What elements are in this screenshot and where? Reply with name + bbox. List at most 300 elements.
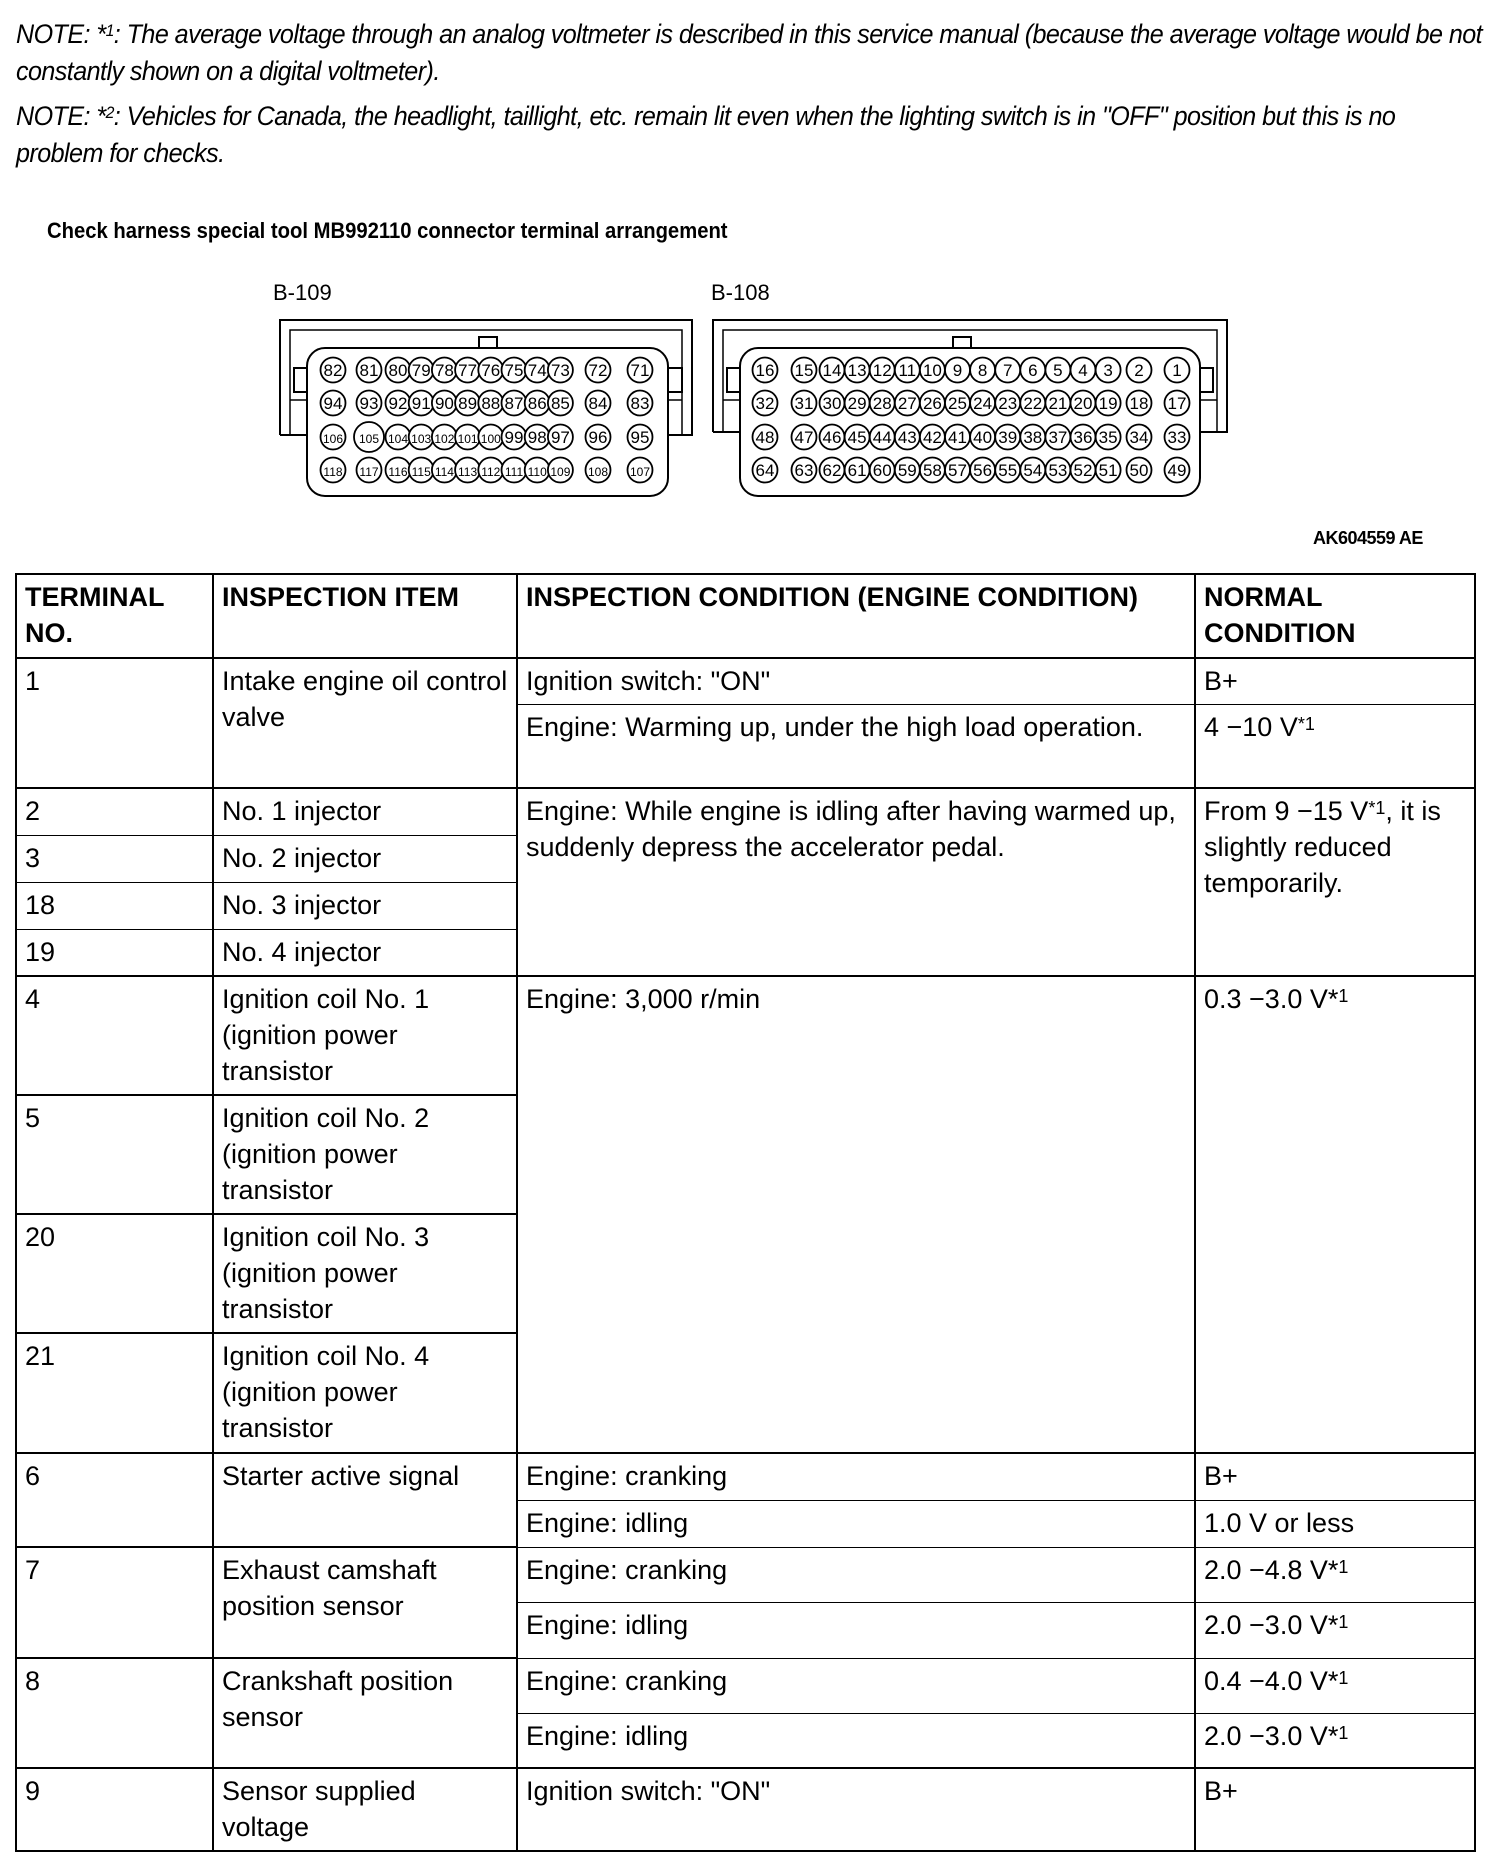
- connector-pin: [753, 458, 778, 483]
- pin-number: 99: [504, 428, 524, 447]
- note-text: : The average voltage through an analog voltmeter is described in this service manual (because the average voltage would be not constantly shown on a digital voltmeter).: [16, 19, 1483, 86]
- connector-pin: [502, 358, 527, 383]
- condition-cell: Engine: cranking: [517, 1453, 1195, 1500]
- connector-pin: [1096, 458, 1121, 483]
- pin-number: 102: [434, 432, 455, 446]
- pin-number: 96: [588, 428, 608, 447]
- normal-value: 4 −10 V: [1204, 711, 1298, 742]
- pin-number: 62: [822, 461, 842, 480]
- connector-pin: [478, 425, 503, 450]
- pin-number: 104: [387, 432, 409, 446]
- connector-pin: [820, 358, 845, 383]
- table-row: [16, 788, 1475, 835]
- pin-number: 98: [527, 428, 547, 447]
- item-cell: No. 2 injector: [213, 835, 517, 882]
- pin-number: 37: [1048, 428, 1068, 447]
- pin-number: 12: [872, 361, 892, 380]
- pin-number: 91: [411, 394, 431, 413]
- footnote-marker: *1: [1297, 713, 1315, 734]
- pin-number: 109: [550, 465, 571, 479]
- connector-pin: [386, 425, 411, 450]
- connector-pin: [455, 391, 480, 416]
- normal-cell: [1195, 976, 1475, 1453]
- pin-number: 49: [1167, 461, 1187, 480]
- pin-number: 84: [588, 394, 608, 413]
- pin-number: 78: [434, 361, 454, 380]
- normal-value: 0.4 −4.0 V*: [1204, 1665, 1339, 1696]
- connector-pin: [409, 425, 434, 450]
- connector-pin: [753, 358, 778, 383]
- pin-number: 86: [527, 394, 547, 413]
- pin-number: 23: [998, 394, 1018, 413]
- pin-number: 38: [1023, 428, 1043, 447]
- pin-number: 43: [897, 428, 917, 447]
- item-cell: Ignition coil No. 1 (ignition power transistor: [213, 976, 517, 1095]
- pin-number: 82: [323, 361, 343, 380]
- pin-number: 33: [1167, 428, 1187, 447]
- pin-number: 53: [1048, 461, 1068, 480]
- pin-number: 81: [359, 361, 379, 380]
- pin-number: 35: [1098, 428, 1118, 447]
- condition-cell: Ignition switch: "ON": [517, 658, 1195, 704]
- connector-pin: [586, 458, 611, 483]
- pin-number: 87: [504, 394, 524, 413]
- terminal-cell: 18: [16, 882, 213, 929]
- connector-pin: [628, 458, 653, 483]
- pin-number: 106: [322, 432, 344, 446]
- item-cell: Intake engine oil control valve: [213, 658, 517, 788]
- pin-number: 79: [411, 361, 431, 380]
- pin-number: 26: [922, 394, 942, 413]
- pin-number: 18: [1129, 394, 1149, 413]
- connector-pin: [995, 391, 1020, 416]
- connector-pin: [357, 358, 382, 383]
- footnote-marker: 1: [1338, 1611, 1349, 1632]
- connector-pin: [792, 458, 817, 483]
- table-header-row: [16, 574, 1475, 658]
- connector-pin: [970, 425, 995, 450]
- connector-pin: [321, 358, 346, 383]
- pin-number: 118: [323, 465, 343, 479]
- terminal-cell: 5: [16, 1095, 213, 1214]
- footnote-marker: *1: [1368, 798, 1386, 818]
- condition-cell: Engine: 3,000 r/min: [517, 976, 1195, 1453]
- normal-cell: [1195, 1658, 1475, 1713]
- pin-number: 39: [998, 428, 1018, 447]
- item-cell: Ignition coil No. 2 (ignition power transistor: [213, 1095, 517, 1214]
- connector-pin: [386, 391, 411, 416]
- connector-pin: [920, 391, 945, 416]
- connector-pin: [920, 458, 945, 483]
- pin-number: 72: [588, 361, 608, 380]
- connector-pin: [432, 391, 457, 416]
- note-1: [16, 16, 1485, 90]
- pin-number: 105: [358, 432, 380, 446]
- pin-number: 30: [822, 394, 842, 413]
- pin-number: 93: [359, 394, 379, 413]
- pin-number: 113: [458, 465, 478, 479]
- connector-label-b109: B-109: [273, 280, 332, 305]
- connector-pin: [548, 391, 573, 416]
- pin-number: 36: [1073, 428, 1093, 447]
- connector-pin: [525, 358, 550, 383]
- connector-pin: [945, 391, 970, 416]
- connector-pin: [845, 458, 870, 483]
- pin-number: 83: [630, 394, 650, 413]
- condition-cell: Engine: idling: [517, 1500, 1195, 1547]
- normal-value-suffix: , it is slightly reduced temporarily.: [1204, 796, 1441, 898]
- pin-number: 75: [504, 361, 524, 380]
- pin-number: 3: [1103, 361, 1113, 380]
- connector-pin: [870, 391, 895, 416]
- normal-cell: [1195, 788, 1475, 976]
- connector-pin: [820, 425, 845, 450]
- pin-number: 6: [1028, 361, 1038, 380]
- condition-cell: Ignition switch: "ON": [517, 1768, 1195, 1851]
- pin-number: 57: [948, 461, 967, 480]
- normal-value: 2.0 −4.8 V*: [1204, 1554, 1339, 1585]
- pin-number: 5: [1053, 361, 1063, 380]
- note-text: : Vehicles for Canada, the headlight, taillight, etc. remain lit even when the lighting switch is in "OFF" position but this is no problem for checks.: [16, 101, 1396, 168]
- connector-pin: [628, 358, 653, 383]
- connector-pin: [502, 458, 527, 483]
- item-cell: No. 4 injector: [213, 929, 517, 976]
- connector-label-b108: B-108: [711, 280, 770, 305]
- pin-number: 71: [630, 361, 650, 380]
- pin-number: 47: [794, 428, 814, 447]
- pin-number: 100: [480, 432, 501, 446]
- pin-number: 110: [527, 465, 547, 479]
- pin-number: 85: [550, 394, 570, 413]
- connector-pin: [895, 391, 920, 416]
- terminal-cell: 7: [16, 1547, 213, 1658]
- connector-pin: [1071, 391, 1096, 416]
- pin-number: 61: [847, 461, 867, 480]
- pin-number: 28: [872, 394, 892, 413]
- connector-pin: [548, 425, 573, 450]
- header-normal-condition: NORMAL CONDITION: [1195, 574, 1475, 658]
- pin-number: 76: [481, 361, 501, 380]
- connector-pin: [386, 458, 411, 483]
- connector-pin: [945, 458, 970, 483]
- connector-pin: [455, 425, 480, 450]
- connector-pin: [995, 358, 1020, 383]
- connector-pin: [409, 358, 434, 383]
- connector-pin: [1020, 391, 1045, 416]
- connector-pin: [1071, 358, 1096, 383]
- pin-number: 50: [1129, 461, 1149, 480]
- connector-pin: [432, 425, 457, 450]
- normal-value: 2.0 −3.0 V*: [1204, 1720, 1339, 1751]
- footnote-marker: 1: [1338, 1667, 1349, 1688]
- terminal-cell: 8: [16, 1658, 213, 1768]
- connector-pin: [845, 358, 870, 383]
- terminal-cell: 1: [16, 658, 213, 788]
- pin-number: 80: [388, 361, 408, 380]
- pin-number: 58: [922, 461, 942, 480]
- pin-number: 4: [1078, 361, 1088, 380]
- pin-number: 55: [998, 461, 1018, 480]
- item-cell: No. 3 injector: [213, 882, 517, 929]
- pin-number: 97: [550, 428, 570, 447]
- connector-pin: [502, 425, 527, 450]
- item-cell: Crankshaft position sensor: [213, 1658, 517, 1768]
- connector-pin: [1045, 458, 1070, 483]
- connector-pin: [478, 458, 503, 483]
- pin-number: 52: [1073, 461, 1093, 480]
- condition-cell: Engine: cranking: [517, 1658, 1195, 1713]
- connector-pin: [792, 425, 817, 450]
- connector-pin: [1045, 425, 1070, 450]
- terminal-inspection-table: [15, 573, 1476, 1852]
- pin-number: 20: [1073, 394, 1093, 413]
- figure-id: AK604559 AE: [1313, 528, 1423, 548]
- pin-number: 51: [1098, 461, 1118, 480]
- pin-number: 41: [948, 428, 967, 447]
- pin-number: 24: [973, 394, 993, 413]
- connector-pin: [1165, 425, 1190, 450]
- pin-number: 114: [434, 465, 454, 479]
- pin-number: 11: [898, 361, 917, 380]
- pin-number: 8: [977, 361, 988, 380]
- connector-pin: [628, 425, 653, 450]
- terminal-cell: 20: [16, 1214, 213, 1333]
- connector-pin: [548, 358, 573, 383]
- pin-number: 60: [872, 461, 892, 480]
- connector-pin: [995, 458, 1020, 483]
- connector-pin: [895, 425, 920, 450]
- normal-value: From 9 −15 V: [1204, 796, 1369, 826]
- terminal-cell: 6: [16, 1453, 213, 1547]
- pin-number: 112: [481, 465, 501, 479]
- pin-number: 27: [897, 394, 917, 413]
- pin-number: 117: [359, 465, 379, 479]
- notes-section: [16, 16, 1496, 180]
- pin-number: 89: [458, 394, 478, 413]
- normal-value: 0.3 −3.0 V*: [1204, 984, 1339, 1014]
- pin-number: 116: [388, 465, 408, 479]
- connector-pin: [970, 358, 995, 383]
- normal-cell: [1195, 1602, 1475, 1658]
- connector-pin: [357, 391, 382, 416]
- terminal-cell: 4: [16, 976, 213, 1095]
- pin-number: 44: [872, 428, 892, 447]
- pin-number: 7: [1002, 361, 1013, 380]
- connector-pin: [586, 425, 611, 450]
- connector-pin: [920, 358, 945, 383]
- connector-pin: [321, 425, 346, 450]
- table-row: [16, 976, 1475, 1095]
- connector-pin: [1127, 458, 1152, 483]
- pin-number: 14: [822, 361, 842, 380]
- pin-number: 54: [1023, 461, 1043, 480]
- connector-pin: [525, 425, 550, 450]
- pin-number: 10: [922, 361, 942, 380]
- pin-number: 25: [948, 394, 967, 413]
- connector-pin: [792, 391, 817, 416]
- table-row: [16, 1453, 1475, 1500]
- pin-number: 22: [1023, 394, 1043, 413]
- pin-number: 115: [411, 465, 431, 479]
- connector-pin: [895, 358, 920, 383]
- connector-pin: [1020, 358, 1045, 383]
- pin-number: 29: [847, 394, 867, 413]
- connector-pin: [1165, 358, 1190, 383]
- pin-number: 108: [587, 465, 609, 479]
- connector-pin: [1127, 391, 1152, 416]
- pin-number: 64: [755, 461, 775, 480]
- connector-pin: [1096, 391, 1121, 416]
- normal-cell: [1195, 1547, 1475, 1602]
- connector-pin: [1045, 391, 1070, 416]
- connector-pin: [820, 458, 845, 483]
- note-marker: 1: [105, 21, 114, 40]
- connector-pin: [455, 358, 480, 383]
- connector-pin: [1020, 425, 1045, 450]
- connector-pin: [870, 458, 895, 483]
- connector-pin: [970, 458, 995, 483]
- pin-number: 95: [630, 428, 650, 447]
- item-cell: Starter active signal: [213, 1453, 517, 1547]
- connector-pin: [1020, 458, 1045, 483]
- header-inspection-condition: INSPECTION CONDITION (ENGINE CONDITION): [517, 574, 1195, 658]
- connector-pin: [995, 425, 1020, 450]
- terminal-cell: 19: [16, 929, 213, 976]
- pin-number: 19: [1098, 394, 1118, 413]
- connector-pin: [920, 425, 945, 450]
- figure-caption: Check harness special tool MB992110 connector terminal arrangement: [47, 218, 728, 243]
- pin-number: 31: [794, 394, 814, 413]
- pin-number: 34: [1129, 428, 1149, 447]
- connector-pin: [455, 458, 480, 483]
- pin-number: 16: [755, 361, 775, 380]
- item-cell: Sensor supplied voltage: [213, 1768, 517, 1851]
- connector-pin: [321, 458, 346, 483]
- header-terminal-no: TERMINAL NO.: [16, 574, 213, 658]
- connector-pin: [820, 391, 845, 416]
- pin-number: 45: [847, 428, 867, 447]
- connector-pin: [432, 458, 457, 483]
- pin-number: 107: [629, 465, 651, 479]
- condition-cell: Engine: Warming up, under the high load operation.: [517, 704, 1195, 788]
- pin-number: 56: [973, 461, 993, 480]
- note-2: [16, 98, 1485, 172]
- normal-cell: [1195, 1713, 1475, 1768]
- normal-value: 2.0 −3.0 V*: [1204, 1609, 1339, 1640]
- connector-pin: [753, 391, 778, 416]
- condition-cell: Engine: idling: [517, 1713, 1195, 1768]
- pin-number: 74: [527, 361, 547, 380]
- table-row: [16, 1547, 1475, 1602]
- connector-pin: [1165, 458, 1190, 483]
- connector-diagram: [0, 300, 1504, 510]
- terminal-cell: 9: [16, 1768, 213, 1851]
- connector-pin: [1071, 458, 1096, 483]
- pin-number: 77: [458, 361, 478, 380]
- connector-pin: [845, 391, 870, 416]
- normal-cell: 1.0 V or less: [1195, 1500, 1475, 1547]
- note-prefix: NOTE: *: [16, 101, 106, 131]
- pin-number: 101: [457, 432, 478, 446]
- connector-pin: [845, 425, 870, 450]
- connector-pin: [354, 422, 384, 452]
- pin-number: 73: [550, 361, 570, 380]
- connector-pin: [502, 391, 527, 416]
- item-cell: Ignition coil No. 3 (ignition power transistor: [213, 1214, 517, 1333]
- footnote-marker: 1: [1338, 1556, 1349, 1577]
- connector-pin: [1096, 358, 1121, 383]
- item-cell: Exhaust camshaft position sensor: [213, 1547, 517, 1658]
- connector-pin: [895, 458, 920, 483]
- connector-pin: [870, 358, 895, 383]
- pin-number: 59: [897, 461, 917, 480]
- connector-pin: [432, 358, 457, 383]
- pin-number: 94: [323, 394, 343, 413]
- condition-cell: Engine: While engine is idling after having warmed up, suddenly depress the accelerator pedal.: [517, 788, 1195, 976]
- connector-pin: [357, 458, 382, 483]
- pin-number: 46: [822, 428, 842, 447]
- pin-number: 2: [1134, 361, 1144, 380]
- terminal-cell: 21: [16, 1333, 213, 1453]
- normal-cell: B+: [1195, 1768, 1475, 1851]
- table-row: [16, 658, 1475, 704]
- table-row: [16, 1768, 1475, 1851]
- connector-pin: [409, 458, 434, 483]
- connector-pin: [1127, 358, 1152, 383]
- connector-pin: [753, 425, 778, 450]
- note-marker: 2: [105, 103, 114, 122]
- connector-pin: [1071, 425, 1096, 450]
- terminal-cell: 3: [16, 835, 213, 882]
- connector-pin: [945, 358, 970, 383]
- normal-cell: B+: [1195, 1453, 1475, 1500]
- condition-cell: Engine: cranking: [517, 1547, 1195, 1602]
- connector-pin: [409, 391, 434, 416]
- condition-cell: Engine: idling: [517, 1602, 1195, 1658]
- connector-pin: [970, 391, 995, 416]
- pin-number: 13: [847, 361, 867, 380]
- connector-pin: [945, 425, 970, 450]
- connector-pin: [586, 358, 611, 383]
- header-inspection-item: INSPECTION ITEM: [213, 574, 517, 658]
- connector-pin: [321, 391, 346, 416]
- pin-number: 40: [973, 428, 993, 447]
- pin-number: 9: [952, 361, 963, 380]
- connector-pin: [1165, 391, 1190, 416]
- pin-number: 15: [794, 361, 814, 380]
- item-cell: No. 1 injector: [213, 788, 517, 835]
- connector-pin: [586, 391, 611, 416]
- normal-cell: [1195, 704, 1475, 788]
- item-cell: Ignition coil No. 4 (ignition power transistor: [213, 1333, 517, 1453]
- pin-number: 17: [1167, 394, 1187, 413]
- pin-number: 21: [1048, 394, 1068, 413]
- footnote-marker: 1: [1338, 986, 1349, 1006]
- pin-number: 111: [504, 465, 524, 479]
- pin-number: 32: [755, 394, 775, 413]
- connector-pin: [478, 391, 503, 416]
- pin-number: 42: [922, 428, 942, 447]
- terminal-cell: 2: [16, 788, 213, 835]
- table-row: [16, 1658, 1475, 1713]
- pin-number: 103: [411, 432, 432, 446]
- connector-pin: [628, 391, 653, 416]
- footnote-marker: 1: [1338, 1722, 1349, 1743]
- pin-number: 88: [481, 394, 501, 413]
- connector-pin: [548, 458, 573, 483]
- connector-pin: [525, 458, 550, 483]
- connector-pin: [525, 391, 550, 416]
